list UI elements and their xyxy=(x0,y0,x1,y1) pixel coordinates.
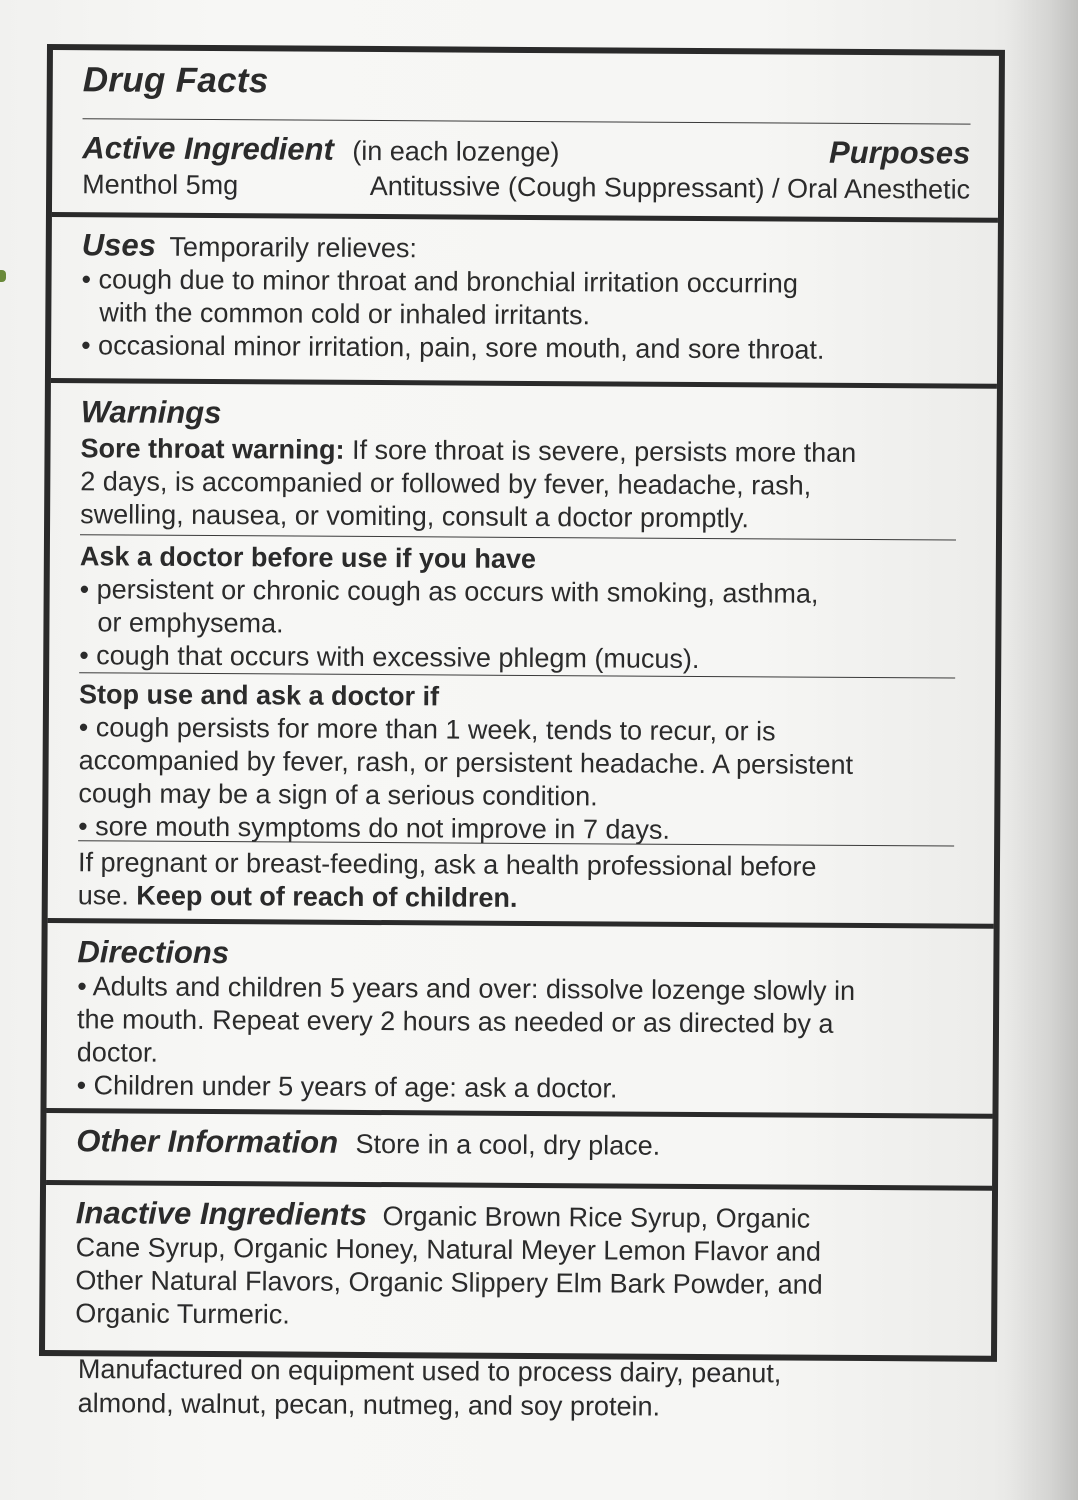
uses-heading: Uses xyxy=(81,227,156,263)
ask-doctor-line: or emphysema. xyxy=(97,607,284,639)
warnings-section xyxy=(50,394,997,537)
pregnancy-warning: use. xyxy=(77,880,129,911)
other-information-divider xyxy=(46,1180,992,1191)
pregnancy-warning: If pregnant or breast-feeding, ask a health professional before xyxy=(77,847,817,882)
ask-doctor-line: • cough that occurs with excessive phlegm (mucus). xyxy=(79,640,700,674)
sore-throat-warning-label: Sore throat warning: xyxy=(80,433,345,465)
sore-throat-warning-text: swelling, nausea, or vomiting, consult a doctor promptly. xyxy=(80,499,750,534)
other-information-section xyxy=(46,1124,992,1165)
drug-facts-title-section xyxy=(53,60,999,106)
other-information-text: Store in a cool, dry place. xyxy=(355,1128,661,1161)
package-color-fleck xyxy=(0,270,6,282)
stop-use-line: cough may be a sign of a serious condition. xyxy=(78,778,598,812)
ask-doctor-line: • persistent or chronic cough as occurs with smoking, asthma, xyxy=(79,574,819,609)
directions-line: the mouth. Repeat every 2 hours as needed or as directed by a xyxy=(76,1004,834,1039)
active-ingredient-purpose: Antitussive (Cough Suppressant) / Oral Anesthetic xyxy=(369,170,971,205)
drug-facts-title: Drug Facts xyxy=(82,60,269,101)
stop-use-section xyxy=(48,678,995,849)
uses-line: • occasional minor irritation, pain, sore mouth, and sore throat. xyxy=(81,330,825,365)
uses-intro: Temporarily relieves: xyxy=(169,231,418,264)
purposes-heading: Purposes xyxy=(828,134,971,171)
inactive-ingredients-line: Organic Turmeric. xyxy=(75,1298,290,1330)
other-information-heading: Other Information xyxy=(76,1123,339,1160)
active-divider xyxy=(52,212,998,223)
stop-use-line: • cough persists for more than 1 week, tends to recur, or is xyxy=(78,712,776,747)
sore-throat-warning-text: If sore throat is severe, persists more than xyxy=(351,434,857,468)
inactive-ingredients-section xyxy=(45,1196,992,1336)
uses-divider xyxy=(51,378,997,389)
allergen-statement xyxy=(78,1352,978,1425)
inactive-ingredients-line: Cane Syrup, Organic Honey, Natural Meyer Lemon Flavor and xyxy=(75,1232,822,1267)
active-ingredient-section xyxy=(52,130,998,208)
active-ingredient-qualifier: (in each lozenge) xyxy=(352,135,560,168)
warnings-heading: Warnings xyxy=(80,394,222,431)
package-edge-shadow xyxy=(1008,0,1078,1500)
directions-line: • Adults and children 5 years and over: dissolve lozenge slowly in xyxy=(77,971,856,1006)
drug-facts-panel xyxy=(39,44,1005,1362)
inactive-ingredients-heading: Inactive Ingredients xyxy=(75,1195,368,1232)
ask-doctor-section xyxy=(49,540,996,678)
stop-use-line: accompanied by fever, rash, or persistent headache. A persistent xyxy=(78,745,854,780)
ask-doctor-heading: Ask a doctor before use if you have xyxy=(79,541,537,574)
inactive-ingredients-line: Other Natural Flavors, Organic Slippery Elm Bark Powder, and xyxy=(75,1265,823,1300)
inactive-ingredients-line: Organic Brown Rice Syrup, Organic xyxy=(382,1201,811,1234)
directions-heading: Directions xyxy=(77,934,230,971)
sore-throat-warning-text: 2 days, is accompanied or followed by fever, headache, rash, xyxy=(80,466,812,501)
directions-line: doctor. xyxy=(76,1037,158,1068)
uses-section xyxy=(51,228,998,368)
allergen-line: almond, walnut, pecan, nutmeg, and soy protein. xyxy=(77,1387,661,1422)
directions-line: • Children under 5 years of age: ask a doctor. xyxy=(76,1070,618,1104)
warnings-divider xyxy=(48,918,994,929)
title-divider xyxy=(83,118,971,124)
pregnancy-section xyxy=(48,846,994,918)
directions-section xyxy=(47,934,994,1108)
allergen-line: Manufactured on equipment used to process dairy, peanut, xyxy=(77,1354,782,1389)
uses-line: • cough due to minor throat and bronchial irritation occurring xyxy=(81,264,798,299)
uses-line: with the common cold or inhaled irritants. xyxy=(99,297,591,331)
stop-use-heading: Stop use and ask a doctor if xyxy=(78,679,440,712)
stop-use-line: • sore mouth symptoms do not improve in 7 days. xyxy=(78,811,671,845)
keep-out-of-reach-warning: Keep out of reach of children. xyxy=(136,880,518,913)
directions-divider xyxy=(46,1108,992,1119)
active-ingredient-heading: Active Ingredient xyxy=(82,130,334,167)
active-ingredient-name: Menthol 5mg xyxy=(82,169,239,201)
